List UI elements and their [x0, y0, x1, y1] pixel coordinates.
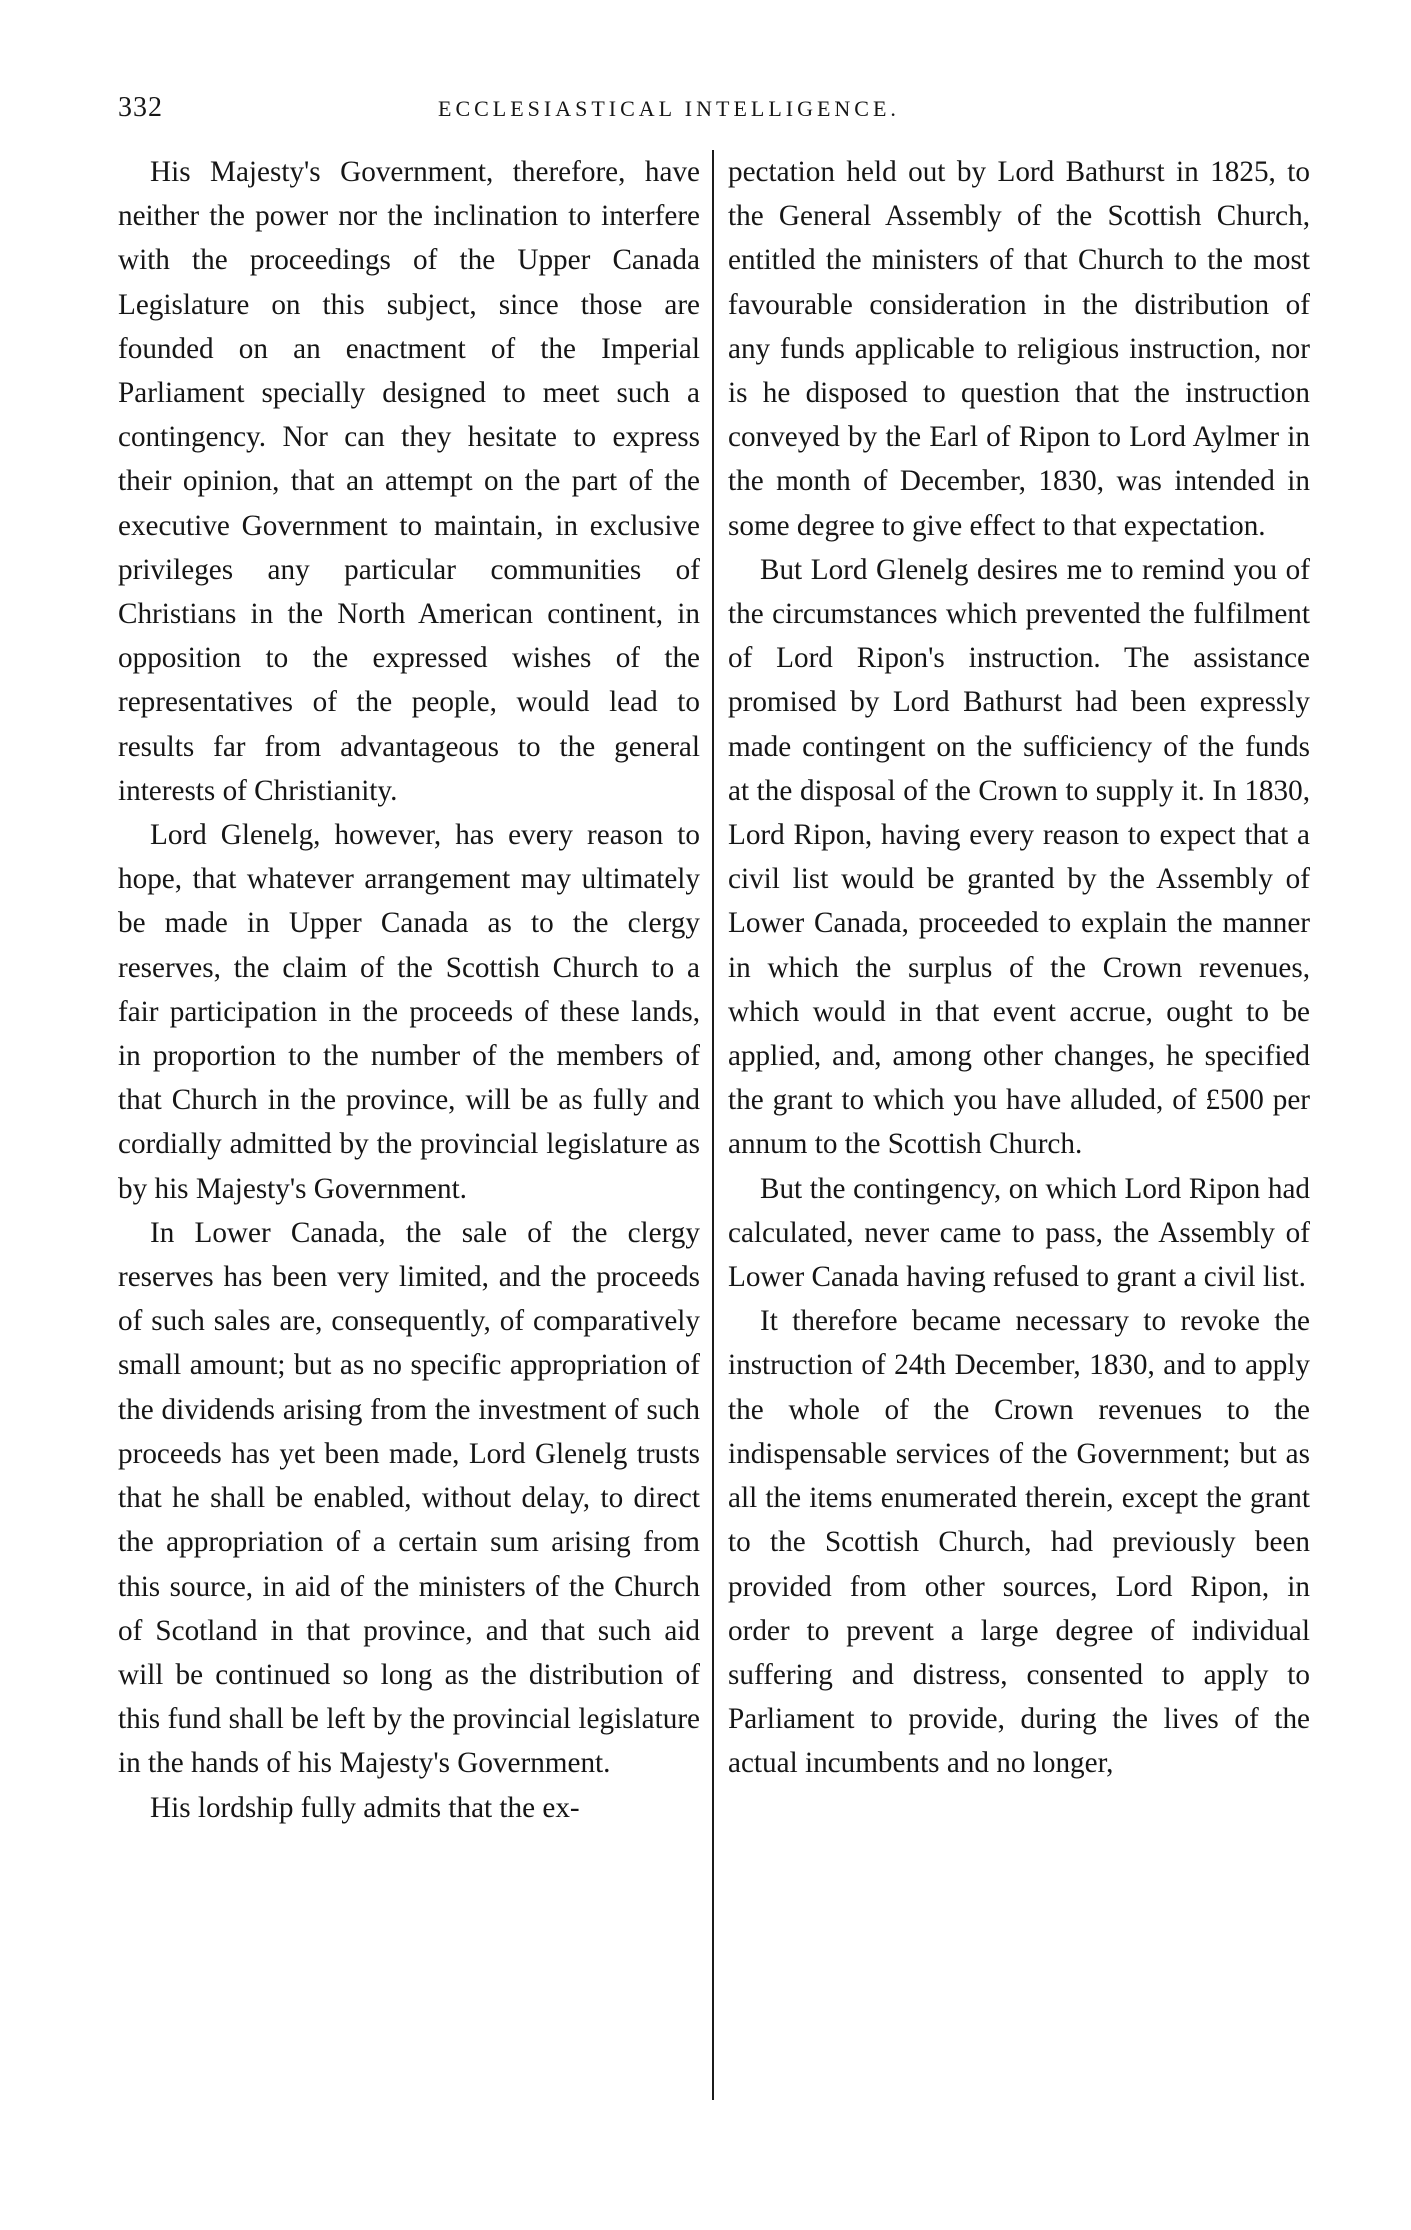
column-divider — [712, 150, 714, 2100]
paragraph: Lord Glenelg, however, has every reason to hope, that whatever arrangement may ultimately be made in Upper Canada as to the clergy reserves, the claim of the Scottish Church to a fair participation in the proceeds of these lands, in proportion to the number of the members of that Church in the province, will be as fully and cordially admitted by the provincial legislature as by his Majesty's Government. — [118, 819, 700, 1205]
book-page — [118, 92, 1318, 2132]
left-column — [118, 150, 700, 2110]
text-columns — [118, 150, 1318, 2110]
right-column — [728, 150, 1310, 2110]
running-head: ECCLESIASTICAL INTELLIGENCE. — [438, 96, 900, 121]
paragraph: It therefore became necessary to revoke the instruction of 24th December, 1830, and to apply the whole of the Crown revenues to the indispensable services of the Government; but as all the items enumerated therein, except the grant to the Scottish Church, had previously been provided from other sources, Lord Ripon, in order to prevent a large degree of individual suffering and distress, consented to apply to Parliament to provide, during the lives of the actual incumbents and no longer, — [728, 1305, 1310, 1780]
page-number: 332 — [118, 92, 163, 123]
paragraph: His Majesty's Government, therefore, have neither the power nor the inclination to interfere with the proceedings of the Upper Canada Legislature on this subject, since those are founded on an enactment of the Imperial Parliament specially designed to meet such a contingency. Nor can they hesitate to express their opinion, that an attempt on the part of the executive Government to maintain, in exclusive privileges any particular communities of Christians in the North American continent, in opposition to the expressed wishes of the representatives of the people, would lead to results far from advantageous to the general interests of Christianity. — [118, 156, 700, 807]
page-header — [118, 92, 1318, 140]
paragraph: In Lower Canada, the sale of the clergy reserves has been very limited, and the proceeds of such sales are, consequently, of comparatively small amount; but as no specific appropriation of the dividends arising from the investment of such proceeds has yet been made, Lord Glenelg trusts that he shall be enabled, without delay, to direct the appropriation of a certain sum arising from this source, in aid of the ministers of the Church of Scotland in that province, and that such aid will be continued so long as the distribution of this fund shall be left by the provincial legislature in the hands of his Majesty's Government. — [118, 1216, 700, 1780]
paragraph: But Lord Glenelg desires me to remind you of the circumstances which prevented the fulfilment of Lord Ripon's instruction. The assistance promised by Lord Bathurst had been expressly made contingent on the sufficiency of the funds at the disposal of the Crown to supply it. In 1830, Lord Ripon, having every reason to expect that a civil list would be granted by the Assembly of Lower Canada, proceeded to explain the manner in which the surplus of the Crown revenues, which would in that event accrue, ought to be applied, and, among other changes, he specified the grant to which you have alluded, of £500 per annum to the Scottish Church. — [728, 553, 1310, 1161]
paragraph: His lordship fully admits that the ex- — [150, 1791, 580, 1824]
paragraph: pectation held out by Lord Bathurst in 1825, to the General Assembly of the Scottish Church, entitled the ministers of that Church to the most favourable consideration in the distribution of any funds applicable to religious instruction, nor is he disposed to question that the instruction conveyed by the Earl of Ripon to Lord Aylmer in the month of December, 1830, was intended in some degree to give effect to that expectation. — [728, 156, 1310, 542]
paragraph: But the contingency, on which Lord Ripon had calculated, never came to pass, the Assembly of Lower Canada having refused to grant a civil list. — [728, 1172, 1310, 1294]
